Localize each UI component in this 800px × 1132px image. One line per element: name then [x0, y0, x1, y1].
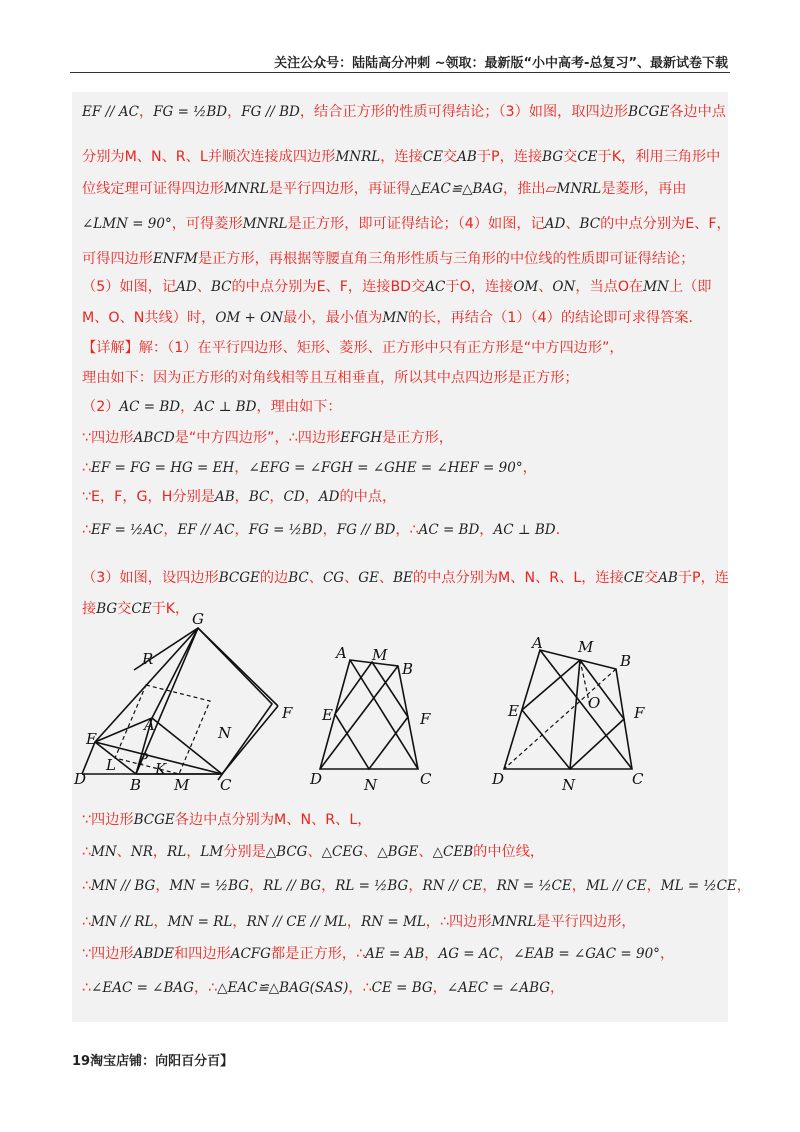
- text-run: 于K，利用三角形中: [597, 149, 721, 165]
- text-run: ，∴: [193, 980, 218, 996]
- text-run: ，∴四边形: [425, 914, 492, 930]
- text-run: 上（即: [668, 279, 712, 295]
- figure-point-label: B: [402, 660, 414, 678]
- figure-point-label: F: [420, 710, 431, 728]
- text-run: ∴: [82, 878, 92, 894]
- figure-point-label: N: [562, 776, 576, 794]
- math-expression: ML = ½CE: [660, 878, 737, 894]
- solution-line: [82, 978, 722, 998]
- math-expression: MN: [643, 279, 669, 295]
- text-run: ，∴: [395, 522, 419, 538]
- text-run: ∴: [82, 522, 92, 538]
- text-run: 是正方形，: [382, 430, 454, 446]
- math-expression: ABDE: [133, 946, 174, 962]
- math-expression: RN // CE // ML: [246, 914, 347, 930]
- math-expression: MN // RL: [91, 914, 154, 930]
- text-run: ，: [234, 522, 249, 538]
- solution-line: [82, 876, 751, 896]
- solution-line: [82, 277, 722, 297]
- text-run: 、: [418, 844, 433, 860]
- solution-line: [82, 338, 722, 358]
- text-run: ，: [646, 878, 661, 894]
- figure-point-label: D: [310, 770, 323, 788]
- text-run: 、: [308, 570, 323, 586]
- math-expression: AE = AB: [365, 946, 425, 962]
- math-expression: AB: [658, 570, 678, 586]
- text-run: 于O，连接: [445, 279, 514, 295]
- text-run: 的边: [259, 570, 289, 586]
- math-expression: BCGE: [628, 104, 670, 120]
- math-expression: △EAC≌△BAG(SAS): [217, 980, 349, 996]
- text-run: ，: [155, 878, 170, 894]
- math-expression: AG = AC: [438, 946, 499, 962]
- text-run: 是正方形，再根据等腰直角三角形性质与三角形的中位线的性质即可证得结论；: [197, 251, 695, 267]
- math-expression: MNRL: [556, 181, 602, 197]
- text-run: ，: [736, 878, 751, 894]
- solution-line: [82, 428, 722, 448]
- math-expression: GE: [358, 570, 379, 586]
- text-run: ，: [163, 522, 178, 538]
- text-run: 、: [363, 844, 378, 860]
- math-expression: MN: [382, 310, 408, 326]
- figure-point-label: M: [372, 646, 388, 664]
- solution-line: [82, 249, 722, 269]
- math-expression: △CEB: [432, 844, 474, 860]
- math-expression: ABCD: [133, 430, 175, 446]
- text-run: ，: [234, 489, 249, 505]
- text-run: ，: [571, 878, 586, 894]
- figure-point-label: P: [138, 750, 149, 768]
- math-expression: ON: [552, 279, 576, 295]
- solution-line: [82, 487, 722, 507]
- text-run: 于P，连: [677, 570, 729, 586]
- math-expression: MNRL: [335, 149, 381, 165]
- figure-point-label: E: [86, 730, 97, 748]
- figure-point-label: D: [492, 770, 505, 788]
- math-expression: RN = ½CE: [496, 878, 572, 894]
- figure-point-label: R: [142, 650, 154, 668]
- figure-point-label: A: [532, 634, 543, 652]
- solution-line: [82, 102, 726, 122]
- math-expression: OM + ON: [215, 310, 284, 326]
- text-run: ，: [227, 104, 242, 120]
- text-run: 、: [378, 570, 394, 586]
- math-expression: ENFM: [152, 251, 198, 267]
- text-run: 、: [116, 844, 131, 860]
- math-expression: EFGH: [340, 430, 383, 446]
- figure-point-label: E: [322, 706, 333, 724]
- text-run: 的中点分别为E、F，: [600, 216, 731, 232]
- header-rule: [70, 72, 730, 73]
- math-expression: FG = ½BD: [248, 522, 323, 538]
- figure-point-label: L: [106, 756, 116, 774]
- text-run: 的中点分别为M、N、R、L，连接: [412, 570, 624, 586]
- text-run: ，: [304, 489, 319, 505]
- figure-point-label: B: [620, 652, 632, 670]
- math-expression: CE: [422, 149, 443, 165]
- math-expression: EF // AC: [82, 104, 139, 120]
- figure-point-label: C: [220, 776, 232, 794]
- math-expression: CE: [623, 570, 644, 586]
- page-footer: 19淘宝店铺：向阳百分百】: [72, 1054, 234, 1069]
- text-run: 都是正方形，∴: [270, 946, 366, 962]
- text-run: ，: [138, 104, 154, 120]
- figure-point-label: M: [578, 638, 594, 656]
- math-expression: AC = BD: [418, 522, 480, 538]
- text-run: .: [555, 522, 561, 538]
- math-expression: CG: [322, 570, 345, 586]
- text-run: ∵四边形: [82, 812, 134, 828]
- text-run: 交: [117, 601, 132, 617]
- math-expression: RL = ½BG: [335, 878, 409, 894]
- solution-line: [82, 842, 722, 862]
- math-expression: ML // CE: [585, 878, 647, 894]
- solution-line: [82, 308, 722, 328]
- text-run: 的长，再结合（1）（4）的结论即可求得答案.: [407, 310, 694, 326]
- math-expression: BC: [210, 279, 232, 295]
- figure-point-label: B: [130, 776, 142, 794]
- text-run: ，: [482, 878, 497, 894]
- text-run: 、: [307, 844, 322, 860]
- text-run: ，推出▱: [503, 181, 557, 197]
- text-run: 【详解】解：（1）在平行四边形、矩形、菱形、正方形中只有正方形是“中方四边形”，: [82, 340, 624, 356]
- text-run: 分别为M、N、R、L并顺次连接成四边形: [82, 149, 336, 165]
- text-run: ，: [186, 844, 201, 860]
- text-run: 是平行四边形，: [536, 914, 636, 930]
- math-expression: CD: [283, 489, 305, 505]
- math-expression: MN = RL: [167, 914, 233, 930]
- math-expression: BG: [96, 601, 118, 617]
- math-expression: MN: [91, 844, 117, 860]
- math-expression: FG = ½BD: [153, 104, 228, 120]
- math-expression: MNRL: [491, 914, 537, 930]
- text-run: ∴: [82, 844, 92, 860]
- math-expression: AC ⊥ BD: [194, 399, 257, 415]
- math-expression: BC: [579, 216, 601, 232]
- text-run: ，: [522, 460, 537, 476]
- math-expression: ∠AEC = ∠ABG: [446, 980, 551, 996]
- text-run: ，: [153, 914, 168, 930]
- text-run: ，: [432, 980, 447, 996]
- text-run: ，: [152, 844, 168, 860]
- text-run: ，: [550, 980, 565, 996]
- text-run: ，: [499, 946, 514, 962]
- math-expression: FG // BD: [241, 104, 300, 120]
- math-expression: BCGE: [218, 570, 260, 586]
- math-expression: AD: [176, 279, 197, 295]
- math-expression: BCGE: [133, 812, 175, 828]
- figure-point-label: A: [144, 716, 155, 734]
- text-run: 是正方形，即可证得结论；（4）如图，记: [287, 216, 545, 232]
- page-header: 关注公众号：陆陆高分冲刺 ~领取：最新版“小中高考-总复习”、最新试卷下载: [274, 56, 728, 71]
- math-expression: ∠LMN = 90°: [82, 216, 172, 232]
- solution-panel: [72, 92, 751, 1022]
- math-expression: RN // CE: [422, 878, 483, 894]
- figure-point-label: F: [282, 704, 293, 722]
- text-run: 是“中方四边形”，∴四边形: [174, 430, 341, 446]
- math-expression: RL // BG: [263, 878, 322, 894]
- figure-point-label: N: [364, 776, 378, 794]
- text-run: 的中点，: [339, 489, 397, 505]
- text-run: 理由如下：因为正方形的对角线相等且互相垂直，所以其中点四边形是正方形；: [82, 370, 579, 386]
- math-expression: AD: [318, 489, 340, 505]
- math-expression: AD: [544, 216, 566, 232]
- math-expression: ∠EAC = ∠BAG: [91, 980, 194, 996]
- text-run: （3）如图，设四边形: [82, 570, 219, 586]
- text-run: ，: [346, 914, 362, 930]
- text-run: 分别是: [223, 844, 266, 860]
- math-expression: CE = BG: [371, 980, 433, 996]
- text-run: 可得四边形: [82, 251, 153, 267]
- solution-line: [82, 397, 722, 417]
- text-run: 于P，连接: [476, 149, 543, 165]
- text-run: ，: [479, 522, 494, 538]
- math-expression: RL: [167, 844, 187, 860]
- math-expression: AC ⊥ BD: [493, 522, 556, 538]
- text-run: 是菱形，再由: [601, 181, 687, 197]
- text-run: ，: [180, 399, 195, 415]
- text-run: ，: [234, 460, 249, 476]
- text-run: 各边中点分别为M、N、R、L，: [174, 812, 372, 828]
- text-run: ，: [232, 914, 247, 930]
- math-expression: NR: [130, 844, 153, 860]
- text-run: （5）如图，记: [82, 279, 177, 295]
- math-expression: EF // AC: [177, 522, 235, 538]
- math-expression: BG: [542, 149, 564, 165]
- math-expression: BE: [393, 570, 413, 586]
- math-expression: OM: [513, 279, 539, 295]
- text-run: ，连接: [380, 149, 423, 165]
- text-run: ，: [322, 522, 337, 538]
- figure-point-label: E: [508, 702, 519, 720]
- text-run: 是平行四边形，再证得: [268, 181, 411, 197]
- text-run: ，: [321, 878, 336, 894]
- math-expression: AB: [214, 489, 235, 505]
- text-run: 的中点分别为E、F，连接BD交: [231, 279, 426, 295]
- math-expression: △CEG: [321, 844, 364, 860]
- text-run: （2）: [82, 399, 120, 415]
- solution-line: [82, 520, 722, 540]
- math-expression: ACFG: [230, 946, 271, 962]
- text-run: 最小，最小值为: [283, 310, 383, 326]
- solution-line: [82, 458, 722, 478]
- text-run: ，可得菱形: [171, 216, 243, 232]
- math-expression: ∠EFG = ∠FGH = ∠GHE = ∠HEF = 90°: [248, 460, 523, 476]
- math-expression: MNRL: [242, 216, 288, 232]
- math-expression: EF = FG = HG = EH: [91, 460, 235, 476]
- math-expression: BC: [248, 489, 270, 505]
- text-run: 交: [563, 149, 578, 165]
- math-expression: RN = ML: [361, 914, 426, 930]
- text-run: ，: [424, 946, 439, 962]
- text-run: ∵四边形: [82, 946, 134, 962]
- text-run: 交: [442, 149, 458, 165]
- solution-line: [82, 368, 722, 388]
- math-expression: LM: [200, 844, 224, 860]
- figure-point-label: K: [155, 760, 167, 778]
- text-run: ∵四边形: [82, 430, 134, 446]
- math-expression: BC: [288, 570, 309, 586]
- math-expression: △EAC≌△BAG: [410, 181, 504, 197]
- math-expression: MNRL: [223, 181, 269, 197]
- text-run: ∴: [82, 460, 92, 476]
- math-expression: ∠EAB = ∠GAC = 90°: [513, 946, 660, 962]
- figure-point-label: C: [420, 770, 432, 788]
- figure-point-label: N: [218, 724, 232, 742]
- text-run: ，: [269, 489, 284, 505]
- solution-line: [82, 568, 729, 588]
- figure-point-label: D: [74, 770, 87, 788]
- figure-point-label: F: [634, 704, 645, 722]
- solution-line: [82, 944, 722, 964]
- text-run: ∵E，F，G，H分别是: [82, 489, 215, 505]
- text-run: 、: [196, 279, 211, 295]
- text-run: 和四边形: [173, 946, 231, 962]
- text-run: 各边中点: [669, 104, 726, 120]
- solution-line: [82, 810, 722, 830]
- solution-line: [82, 147, 722, 167]
- math-expression: FG // BD: [336, 522, 396, 538]
- text-run: ∴: [82, 914, 92, 930]
- text-run: 位线定理可证得四边形: [82, 181, 224, 197]
- math-expression: AC: [425, 279, 446, 295]
- math-expression: EF = ½AC: [91, 522, 164, 538]
- solution-line: [82, 179, 722, 199]
- math-expression: AC = BD: [119, 399, 181, 415]
- figure-point-label: M: [174, 776, 190, 794]
- math-expression: AB: [457, 149, 477, 165]
- text-run: 于K，: [151, 601, 190, 617]
- solution-line: [82, 599, 722, 619]
- text-run: 接: [82, 601, 97, 617]
- figure-point-label: O: [588, 694, 601, 712]
- text-run: ，当点O在: [575, 279, 644, 295]
- math-expression: △BGE: [377, 844, 419, 860]
- math-expression: CE: [131, 601, 152, 617]
- solution-line: [82, 912, 722, 932]
- text-run: ，结合正方形的性质可得结论；（3）如图，取四边形: [299, 104, 629, 120]
- text-run: 、: [344, 570, 359, 586]
- solution-line: [82, 214, 731, 234]
- text-run: ∴: [82, 980, 92, 996]
- figure-point-label: C: [632, 770, 644, 788]
- math-expression: CE: [577, 149, 598, 165]
- figure-point-label: A: [336, 644, 347, 662]
- figure-point-label: G: [192, 610, 204, 628]
- text-run: 的中位线，: [473, 844, 545, 860]
- text-run: ，: [249, 878, 264, 894]
- text-run: 交: [643, 570, 659, 586]
- text-run: ，: [408, 878, 423, 894]
- math-expression: MN // BG: [91, 878, 156, 894]
- text-run: ，: [659, 946, 675, 962]
- text-run: ，理由如下：: [256, 399, 342, 415]
- text-run: M、O、N共线）时，: [82, 310, 216, 326]
- math-expression: △BCG: [265, 844, 308, 860]
- text-run: 、: [538, 279, 553, 295]
- text-run: ，∴: [348, 980, 372, 996]
- math-expression: MN = ½BG: [169, 878, 250, 894]
- text-run: 、: [565, 216, 580, 232]
